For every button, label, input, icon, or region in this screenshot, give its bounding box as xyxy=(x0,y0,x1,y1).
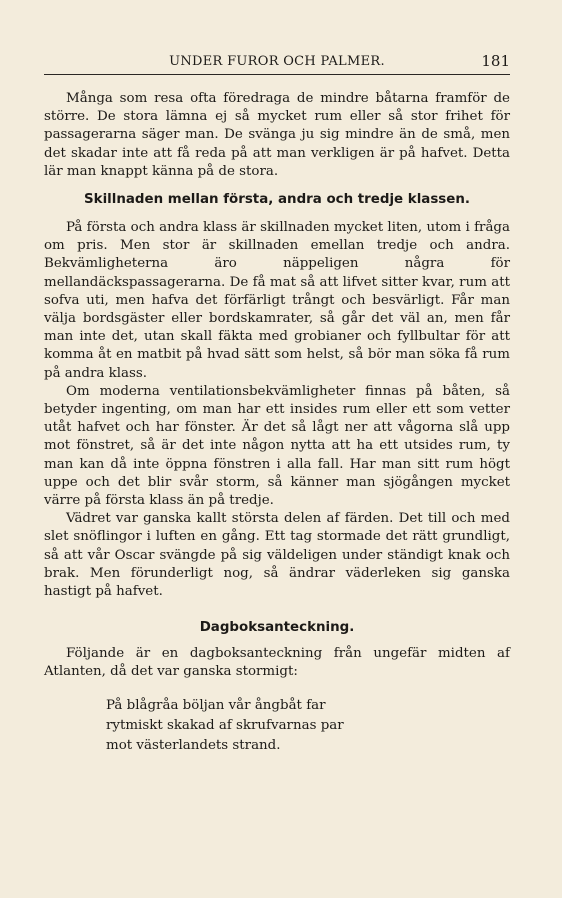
verse-block xyxy=(106,696,510,756)
section-heading-classes: Skillnaden mellan första, andra och tredje klassen. xyxy=(84,192,470,208)
verse-line: rytmiskt skakad af skrufvarnas par xyxy=(106,717,344,733)
running-header xyxy=(44,50,510,74)
paragraph-boats: Många som resa ofta föredraga de mindre båtarna framför de större. De stora lämna ej så mycket rum eller så stor frihet för passagerarna säger man. De svänga ju sig mindre än de små, men det skadar inte att få reda på att man verkligen är på hafvet. Detta lär man knappt känna på de stora. xyxy=(44,91,510,179)
header-rule xyxy=(44,74,510,75)
body-text xyxy=(44,90,510,756)
running-title: UNDER FUROR OCH PALMER. xyxy=(169,54,385,69)
verse-line: mot västerlandets strand. xyxy=(106,737,281,753)
paragraph-diary-intro: Följande är en dagboksanteckning från ungefär midten af Atlanten, då det var ganska stormigt: xyxy=(44,646,510,680)
paragraph-class-difference: På första och andra klass är skillnaden mycket liten, utom i fråga om pris. Men stor är skillnaden emellan tredje och andra. Bekvämligheterna äro näppeligen några för mellandäckspassagerarna. De få mat så att lifvet sitter kvar, rum att sofva uti, men hafva det förfärligt trångt och besvärligt. Får man välja bordsgäster eller bordskamrater, så går det väl an, men får man inte det, utan skall fäkta med grobianer och fyllbultar för att komma åt en matbit på hvad sätt som helst, så bör man söka få rum på andra klass. xyxy=(44,220,510,381)
page-number: 181 xyxy=(481,52,510,70)
section-heading-diary: Dagboksanteckning. xyxy=(199,620,355,636)
paragraph-weather: Vädret var ganska kallt största delen af färden. Det till och med slet snöflingor i luften en gång. Ett tag stormade det rätt grundligt, så att vår Oscar svängde på sig väldeligen under ständigt knak och brak. Men förunderligt nog, så ändrar väderleken sig ganska hastigt på hafvet. xyxy=(44,511,510,600)
verse-line: På blågråa böljan vår ångbåt far xyxy=(106,697,326,713)
paragraph-ventilation: Om moderna ventilationsbekvämligheter finnas på båten, så betyder ingenting, om man har ett insides rum eller ett som vetter utåt hafvet och har fönster. Är det så lågt ner att vågorna slå upp mot fönstret, så är det inte någon nytta att ha ett utsides rum, ty man kan då inte öppna fönstren i alla fall. Har man sitt rum högt uppe och det blir svår storm, så känner man sjögången mycket värre på första klass än på tredje. xyxy=(44,383,510,509)
